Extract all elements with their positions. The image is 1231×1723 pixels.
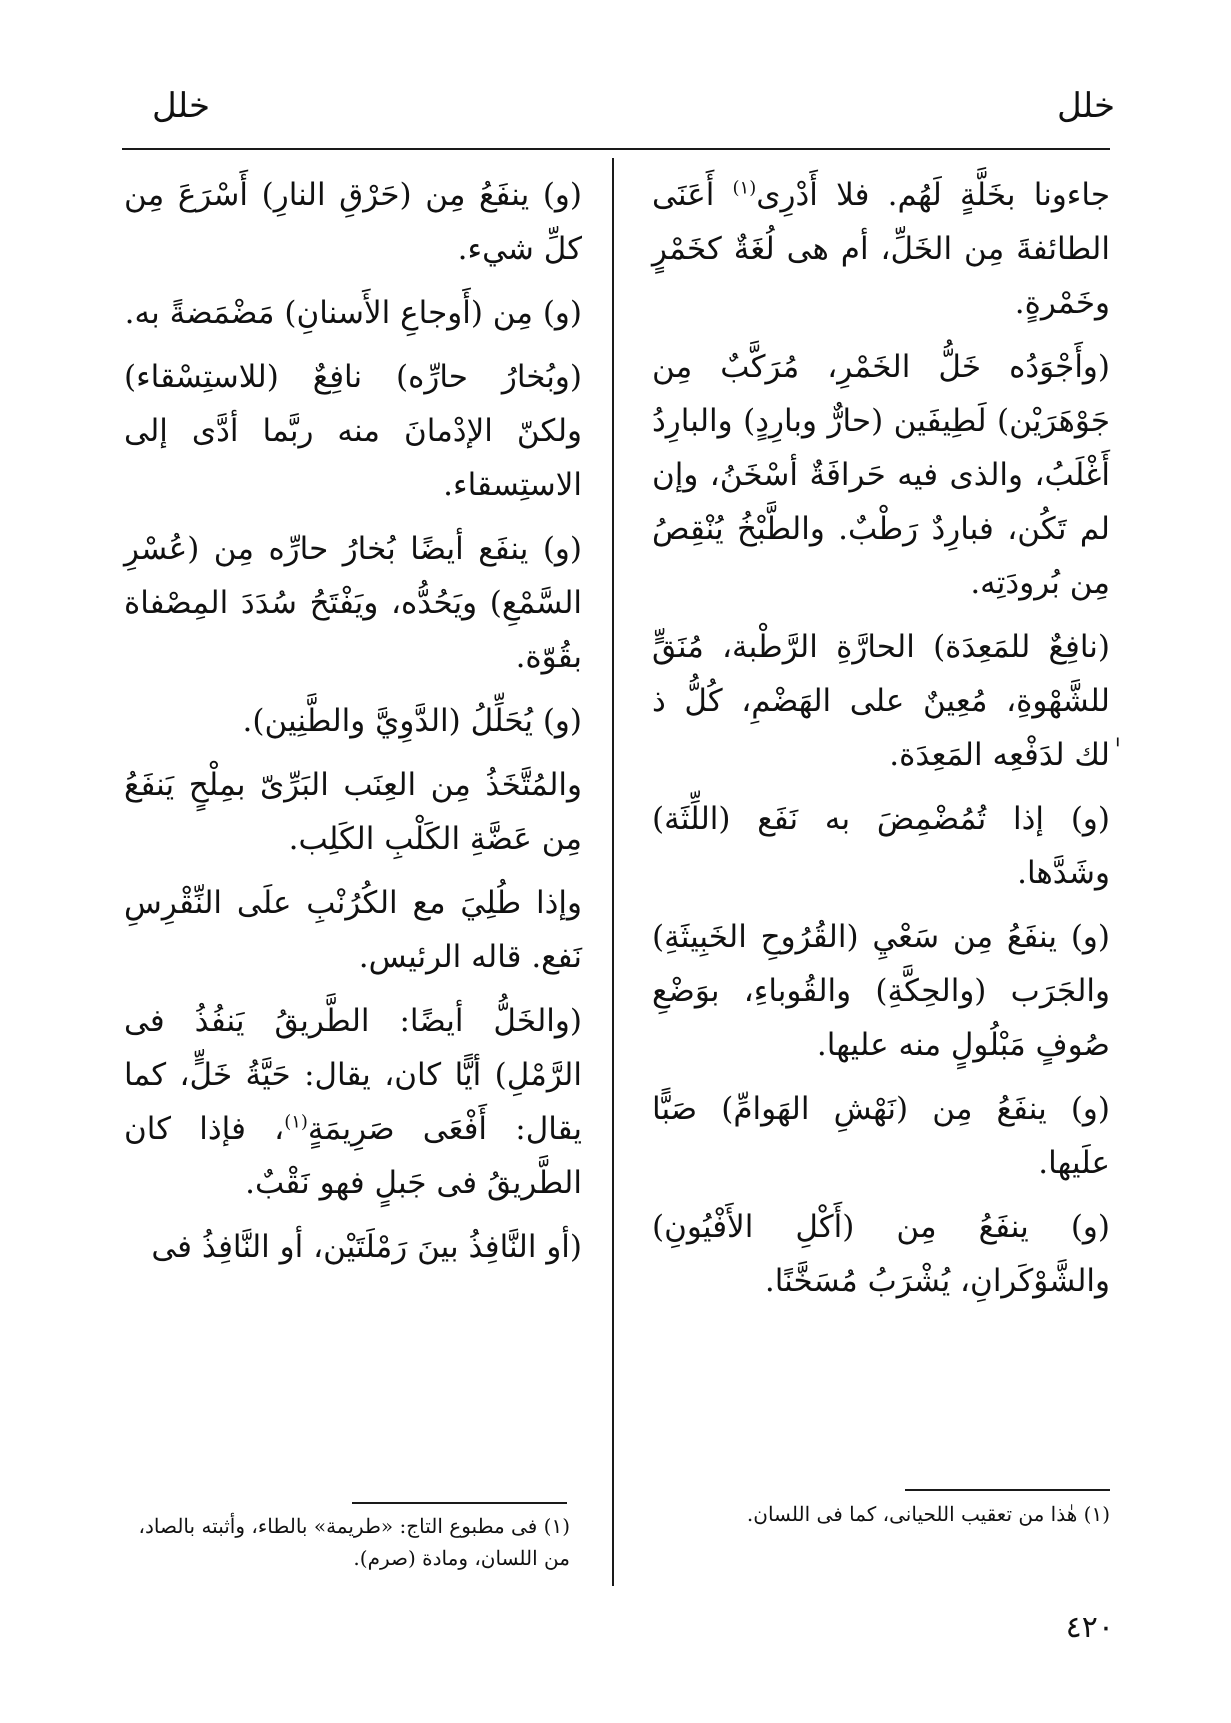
paragraph: (نافِعٌ للمَعِدَة) الحارَّةِ الرَّطْبة، مُنَقٍّ للشَّهْوةِ، مُعِينٌ على الهَضْمِ، كُلُّ ذ ٰلك لدَفْعِه المَعِدَة.	[652, 629, 1110, 773]
paragraph: (و) ينفَعُ مِن سَعْيِ (القُرُوحِ الخَبِيثَةِ) والجَرَب (والحِكَّةِ) والقُوباءِ، بوَضْعِ صُوفٍ مَبْلُولٍ منه عليها.	[652, 919, 1110, 1063]
paragraph: (و) يُحَلِّلُ (الدَّوِيَّ والطَّنِين).	[242, 703, 582, 739]
paragraph	[652, 168, 1110, 330]
column-divider	[612, 158, 614, 1586]
header-rule	[122, 148, 1110, 150]
paragraph	[124, 994, 582, 1210]
paragraph: (و) ينفَعُ مِن (حَرْقِ النارِ) أَسْرَعَ مِن كلِّ شيء.	[124, 177, 582, 267]
paragraph-text: ، فإذا كان الطَّريقُ فى جَبلٍ فهو نَقْبٌ.	[124, 1111, 582, 1201]
paragraph: (وأَجْوَدُه خَلُّ الخَمْرِ، مُرَكَّبٌ مِن جَوْهَرَيْن) لَطِيفَين (حارٌّ وبارِدٍ) والبارِدُ أَغْلَبُ، والذى فيه حَرافَةٌ أسْخَنُ، وإن لم تَكُن، فبارِدٌ رَطْبٌ. والطَّبْخُ يُنْقِصُ مِن بُرودَتِه.	[652, 349, 1110, 601]
header-entry-word-right: خلل	[1056, 86, 1115, 126]
paragraph: (و) ينفَعُ مِن (نَهْشِ الهَوامِّ) صَبًّا علَيها.	[652, 1091, 1110, 1181]
paragraph-text: جاءونا بخَلَّةٍ لَهُم. فلا أَدْرِى	[756, 177, 1110, 213]
paragraph: والمُتَّخَذُ مِن العِنَب البَرِّىّ بمِلْحٍ يَنفَعُ مِن عَضَّةِ الكَلْبِ الكَلِب.	[124, 767, 582, 857]
right-column	[652, 168, 1110, 1318]
paragraph: (و) ينفَع أيضًا بُخارُ حارِّه مِن (عُسْرِ السَّمْعِ) ويَحُدُّه، ويَفْتَحُ سُدَدَ المِصْفاة بقُوّة.	[124, 531, 582, 675]
left-column	[124, 168, 582, 1284]
footnote-rule-left	[352, 1502, 567, 1504]
footnote-left: (١) فى مطبوع التاج: «طريمة» بالطاء، وأثبته بالصاد، من اللسان، ومادة (صرم).	[138, 1514, 570, 1570]
footnote-right: (١) هٰذا من تعقيب اللحيانى، كما فى اللسان.	[746, 1502, 1110, 1526]
paragraph: (و) ينفَعُ مِن (أَكْلِ الأَفْيُونِ) والشَّوْكَرانِ، يُشْرَبُ مُسَخَّنًا.	[652, 1209, 1110, 1299]
paragraph: (و) إذا تُمُضْمِضَ به نَفَع (اللِّثَة) وشَدَّها.	[652, 801, 1110, 891]
footnote-rule-right	[905, 1489, 1110, 1491]
paragraph-text: أَعَنَى الطائفةَ مِن الخَلِّ، أم هى لُغَةٌ كخَمْرٍ وخَمْرةٍ.	[652, 177, 1110, 321]
footnote-marker: (١)	[732, 177, 757, 199]
header-entry-word-left: خلل	[151, 86, 210, 126]
paragraph: (و) مِن (أَوجاعِ الأَسنانِ) مَضْمَضةً به.	[124, 295, 582, 331]
paragraph: وإذا طُلِيَ مع الكُرُنْبِ علَى النِّقْرِسِ نَفع. قاله الرئيس.	[124, 885, 582, 975]
footnote-marker: (١)	[284, 1111, 308, 1133]
page-number: ٤٢٠	[1065, 1610, 1114, 1645]
paragraph-text: (والخَلُّ أيضًا: الطَّريقُ يَنفُذُ فى الرَّمْلِ) أيًّا كان، يقال: حَيَّةُ خَلٍّ، كما يقال: أَفْعَى صَرِيمَةٍ	[124, 1003, 582, 1147]
paragraph: (وبُخارُ حارِّه) نافِعٌ (للاستِسْقاء) ولكنّ الإدْمانَ منه ربَّما أدَّى إلى الاستِسقاء.	[124, 359, 582, 503]
paragraph: (أو النَّافِذُ بينَ رَمْلَتَيْن، أو النَّافِذُ فى	[151, 1229, 582, 1265]
